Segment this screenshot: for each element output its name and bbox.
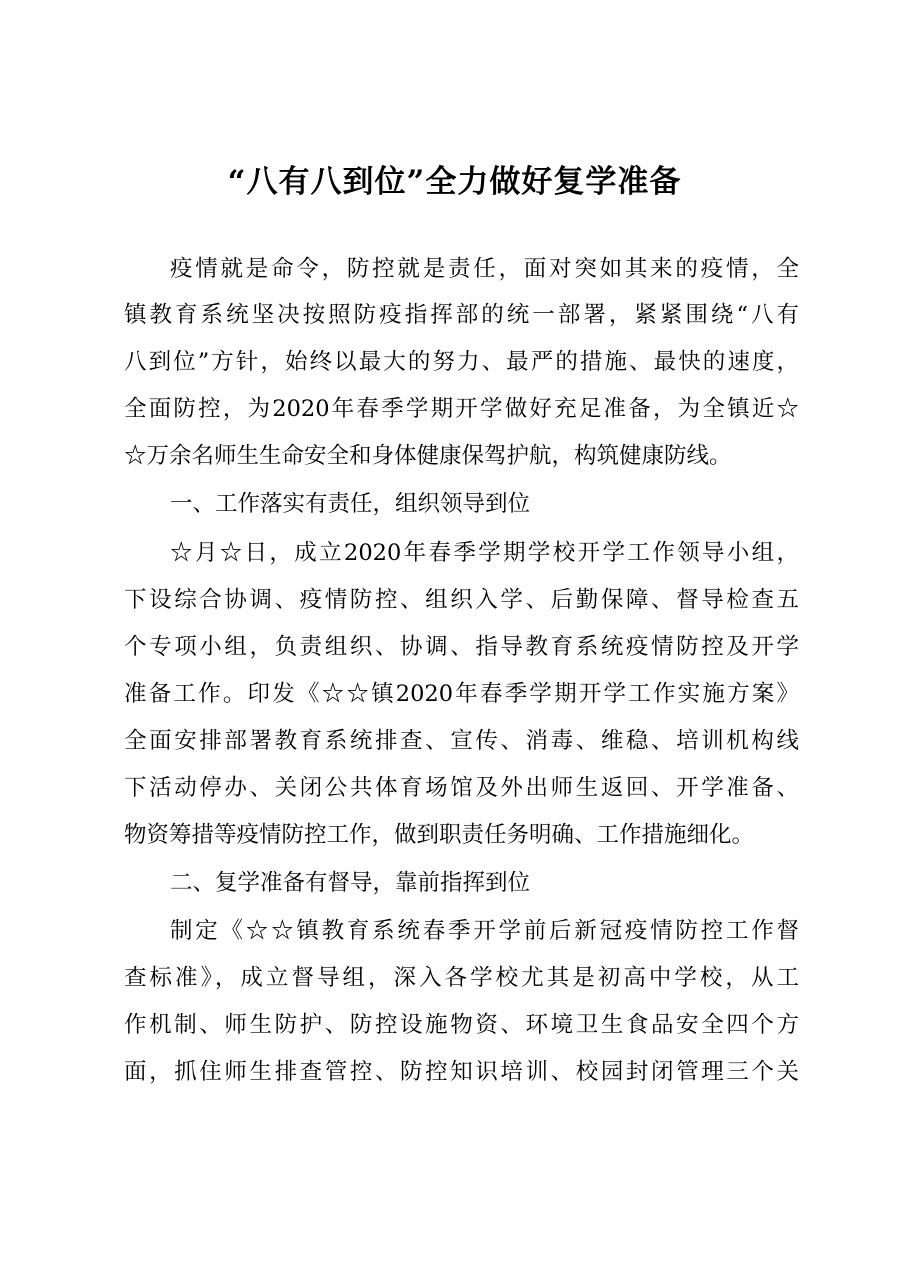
paragraph-line: 个专项小组，负责组织、协调、指导教育系统疫情防控及开学 xyxy=(124,634,799,660)
paragraph-line: 制定《☆☆镇教育系统春季开学前后新冠疫情防控工作督 xyxy=(170,918,799,944)
paragraph-line: 面，抓住师生排查管控、防控知识培训、校园封闭管理三个关 xyxy=(124,1059,799,1085)
section-heading: 二、复学准备有督导，靠前指挥到位 xyxy=(170,870,531,896)
paragraph-line: 准备工作。印发《☆☆镇2020年春季学期开学工作实施方案》 xyxy=(124,681,799,707)
paragraph-line: 下设综合协调、疫情防控、组织入学、后勤保障、督导检查五 xyxy=(124,587,799,613)
paragraph-line: 下活动停办、关闭公共体育场馆及外出师生返回、开学准备、 xyxy=(124,775,799,801)
paragraph-line: ☆月☆日，成立2020年春季学期学校开学工作领导小组， xyxy=(170,540,799,566)
section-heading: 一、工作落实有责任，组织领导到位 xyxy=(170,491,531,517)
paragraph-line: 全面安排部署教育系统排查、宣传、消毒、维稳、培训机构线 xyxy=(124,728,799,754)
paragraph-line: 查标准》，成立督导组，深入各学校尤其是初高中学校，从工 xyxy=(124,965,799,991)
paragraph-line: 八到位”方针，始终以最大的努力、最严的措施、最快的速度， xyxy=(124,349,799,375)
paragraph-line: 镇教育系统坚决按照防疫指挥部的统一部署，紧紧围绕“八有 xyxy=(124,302,799,328)
paragraph-line: ☆万余名师生生命安全和身体健康保驾护航，构筑健康防线。 xyxy=(124,443,732,469)
paragraph-line: 作机制、师生防护、防控设施物资、环境卫生食品安全四个方 xyxy=(124,1012,799,1038)
paragraph-line: 物资筹措等疫情防控工作，做到职责任务明确、工作措施细化。 xyxy=(124,822,755,848)
document-title: “八有八到位”全力做好复学准备 xyxy=(227,164,682,200)
paragraph-line: 全面防控，为2020年春季学期开学做好充足准备，为全镇近☆ xyxy=(124,396,799,422)
paragraph-line: 疫情就是命令，防控就是责任，面对突如其来的疫情，全 xyxy=(170,256,799,282)
